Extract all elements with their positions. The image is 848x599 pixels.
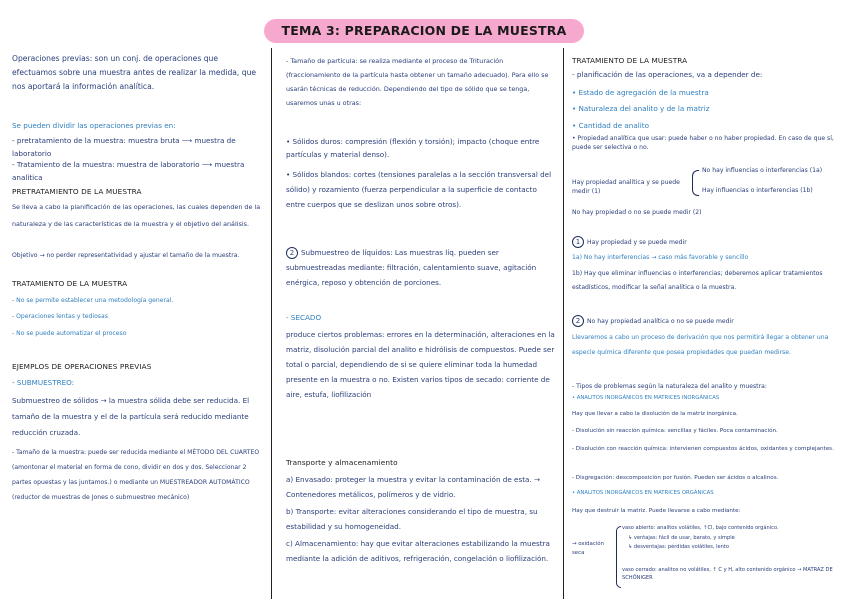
si-interferencias-label: Hay influencias o interferencias (1b) xyxy=(702,187,813,194)
number-2-badge: 2 xyxy=(286,247,298,259)
desventajas-text: ↳ desventajas: pérdidas volátiles, lento xyxy=(628,544,729,550)
via-seca-label: → oxidación seca xyxy=(572,541,604,556)
ejemplos-heading: EJEMPLOS DE OPERACIONES PREVIAS xyxy=(12,362,152,371)
section-2-text: Llevaremos a cabo un proceso de derivación que nos permitirá llegar a obtener una especie química diferente que posea propiedades que puedan medirse. xyxy=(572,334,829,356)
column-divider-right xyxy=(563,48,564,599)
case-1a-text: 1a) No hay interferencias → caso más favorable y sencillo xyxy=(572,254,749,261)
tamano-particula-text: - Tamaño de partícula: se realiza mediante el proceso de Trituración (fraccionamiento de la partícula hasta obtener un tamaño adecuado). Para ello se usarán técnicas de reducción. Dependiendo del tipo de sólido que se tenga, usaremos unas u otras: xyxy=(286,57,549,107)
inorganicos-text-1: Hay que llevar a cabo la disolución de la matriz inorgánica. xyxy=(572,411,738,417)
inorganicos-text-2: - Disolución sin reacción química: sencillas y fáciles. Poca contaminación. xyxy=(572,428,778,434)
tratamiento-item-3: - No se puede automatizar el proceso xyxy=(12,330,127,337)
objetivo-text: Objetivo → no perder representatividad y ajustar el tamaño de la muestra. xyxy=(12,252,240,259)
hay-propiedad-label: Hay propiedad analítica y se puede medir (1) xyxy=(572,179,680,195)
section-2-heading xyxy=(572,315,838,327)
section-1-heading xyxy=(572,236,838,248)
ventajas-text: ↳ ventajas: fácil de usar, barato, y simple xyxy=(628,535,735,541)
tamano-muestra-text: - Tamaño de la muestra: puede ser reducida mediante el MÉTODO DEL CUARTEO (amontonar el material en forma de cono, dividir en dos y dos. Seleccionar 2 partes opuestas y las juntamos.) o mediante un MUESTREADOR AUTOMÁTICO (reductor de muestras de Jones o submuestreo mecánico) xyxy=(12,449,260,501)
inorganicos-organicas-heading: • ANALITOS INORGÁNICOS EN MATRICES ORGÁNICAS xyxy=(572,490,714,496)
tratamiento-item: - Tratamiento de la muestra: muestra de laboratorio ⟶ muestra analítica xyxy=(12,160,245,182)
dependencia-item-4: • Propiedad analítica que usar: puede haber o no haber propiedad. En caso de que sí, puede ser selectiva o no. xyxy=(572,135,834,151)
case-1b-text: 1b) Hay que eliminar influencias o interferencias; deberemos aplicar tratamientos estadísticos, modificar la señal analítica o la muestra. xyxy=(572,270,823,291)
via-seca-brace xyxy=(616,526,621,588)
tratamiento-item-1: - No se permite establecer una metodología general. xyxy=(12,297,174,304)
dependencia-item-1: • Estado de agregación de la muestra xyxy=(572,88,709,97)
submuestreo-label: - SUBMUESTREO: xyxy=(12,378,75,387)
pretratamiento-item: - pretratamiento de la muestra: muestra bruta ⟶ muestra de laboratorio xyxy=(12,136,236,158)
secado-heading: - SECADO xyxy=(286,313,322,322)
envasado-text: a) Envasado: proteger la muestra y evitar la contaminación de esta. → Contenedores metálicos, polímeros y de vidrio. xyxy=(286,475,541,499)
secado-text: produce ciertos problemas: errores en la determinación, alteraciones en la matriz, disolución parcial del analito e hidrólisis de compuestos. Puede ser total o parcial, dependiendo de si se quiere eliminar toda la humedad presente en la muestra o no. Existen varios tipos de secado: corriente de aire, estufa, liofilización xyxy=(286,330,555,399)
transporte-text: b) Transporte: evitar alteraciones considerando el tipo de muestra, su estabilidad y su homogeneidad. xyxy=(286,507,538,531)
no-hay-propiedad-label: No hay propiedad o no se puede medir (2) xyxy=(572,209,702,216)
planificacion-text: - planificación de las operaciones, va a depender de: xyxy=(572,70,763,79)
inorganicos-text-3: - Disolución con reacción química: intervienen compuestos ácidos, oxidantes y complejantes. xyxy=(572,446,834,452)
almacenamiento-text: c) Almacenamiento: hay que evitar alteraciones estabilizando la muestra mediante la adición de aditivos, refrigeración, congelación o liofilización. xyxy=(286,539,550,563)
no-interferencias-label: No hay influencias o interferencias (1a) xyxy=(702,167,823,174)
organicas-text: Hay que destruir la matriz. Puede llevarse a cabo mediante: xyxy=(572,508,741,514)
page-title: TEMA 3: PREPARACION DE LA MUESTRA xyxy=(264,19,584,43)
tratamiento-heading: TRATAMIENTO DE LA MUESTRA xyxy=(12,279,128,288)
inorganicos-text-4: - Disgregación: descomposición por fusión. Pueden ser ácidos o alcalinos. xyxy=(572,475,779,481)
transporte-heading: Transporte y almacenamiento xyxy=(286,458,398,467)
number-1-badge: 1 xyxy=(572,236,584,248)
operaciones-previas-intro: Operaciones previas: son un conj. de operaciones que efectuamos sobre una muestra antes de realizar la medida, que nos aportará la información analítica. xyxy=(12,54,257,91)
classification-brace xyxy=(692,170,699,196)
dependencia-item-3: • Cantidad de analito xyxy=(572,121,649,130)
se-pueden-dividir: Se pueden dividir las operaciones previas en: xyxy=(12,121,176,130)
submuestreo-liquidos xyxy=(286,245,558,290)
vaso-cerrado-text: vaso cerrado: analitos no volátiles, ↑ C y H, alto contenido orgánico → MATRAZ DE SCHÖNIGER xyxy=(622,567,833,581)
number-2-badge-c3: 2 xyxy=(572,315,584,327)
dependencia-item-2: • Naturaleza del analito y de la matriz xyxy=(572,104,710,113)
column-divider-left xyxy=(271,48,272,599)
solidos-blandos-text: • Sólidos blandos: cortes (tensiones paralelas a la sección transversal del sólido) y rozamiento (fuerza perpendicular a la superficie de contacto entre cuerpos que se deslizan unos sobre otros). xyxy=(286,170,552,209)
pretratamiento-text: Se lleva a cabo la planificación de las operaciones, las cuales dependen de la naturaleza y de las características de la muestra y el objetivo del análisis. xyxy=(12,203,261,228)
inorganicos-inorganicas-heading: • ANALITOS INORGÁNICOS EN MATRICES INORGÁNICAS xyxy=(572,395,720,401)
tratamiento-muestra-heading: TRATAMIENTO DE LA MUESTRA xyxy=(572,56,688,65)
vaso-abierto-text: vaso abierto: analitos volátiles, ↑Cl, bajo contenido orgánico. xyxy=(622,525,779,531)
pretratamiento-heading: PRETRATAMIENTO DE LA MUESTRA xyxy=(12,187,142,196)
section-2-heading-text: No hay propiedad analítica o no se puede medir xyxy=(587,318,734,325)
tratamiento-item-2: - Operaciones lentas y tediosas xyxy=(12,313,108,320)
submuestreo-solidos: Submuestreo de sólidos → la muestra sólida debe ser reducida. El tamaño de la muestra y el de la partícula será reducido mediante reducción cruzada. xyxy=(12,396,250,437)
solidos-duros-text: • Sólidos duros: compresión (flexión y torsión); impacto (choque entre partículas y material denso). xyxy=(286,137,540,159)
section-1-heading-text: Hay propiedad y se puede medir xyxy=(587,239,687,246)
tipos-problemas-text: - Tipos de problemas según la naturaleza del analito y muestra: xyxy=(572,383,767,390)
submuestreo-liquidos-text: Submuestreo de líquidos: Las muestras líq. pueden ser submuestreadas mediante: filtración, calentamiento suave, agitación enérgica, reposo y obtención de porciones. xyxy=(286,248,537,287)
